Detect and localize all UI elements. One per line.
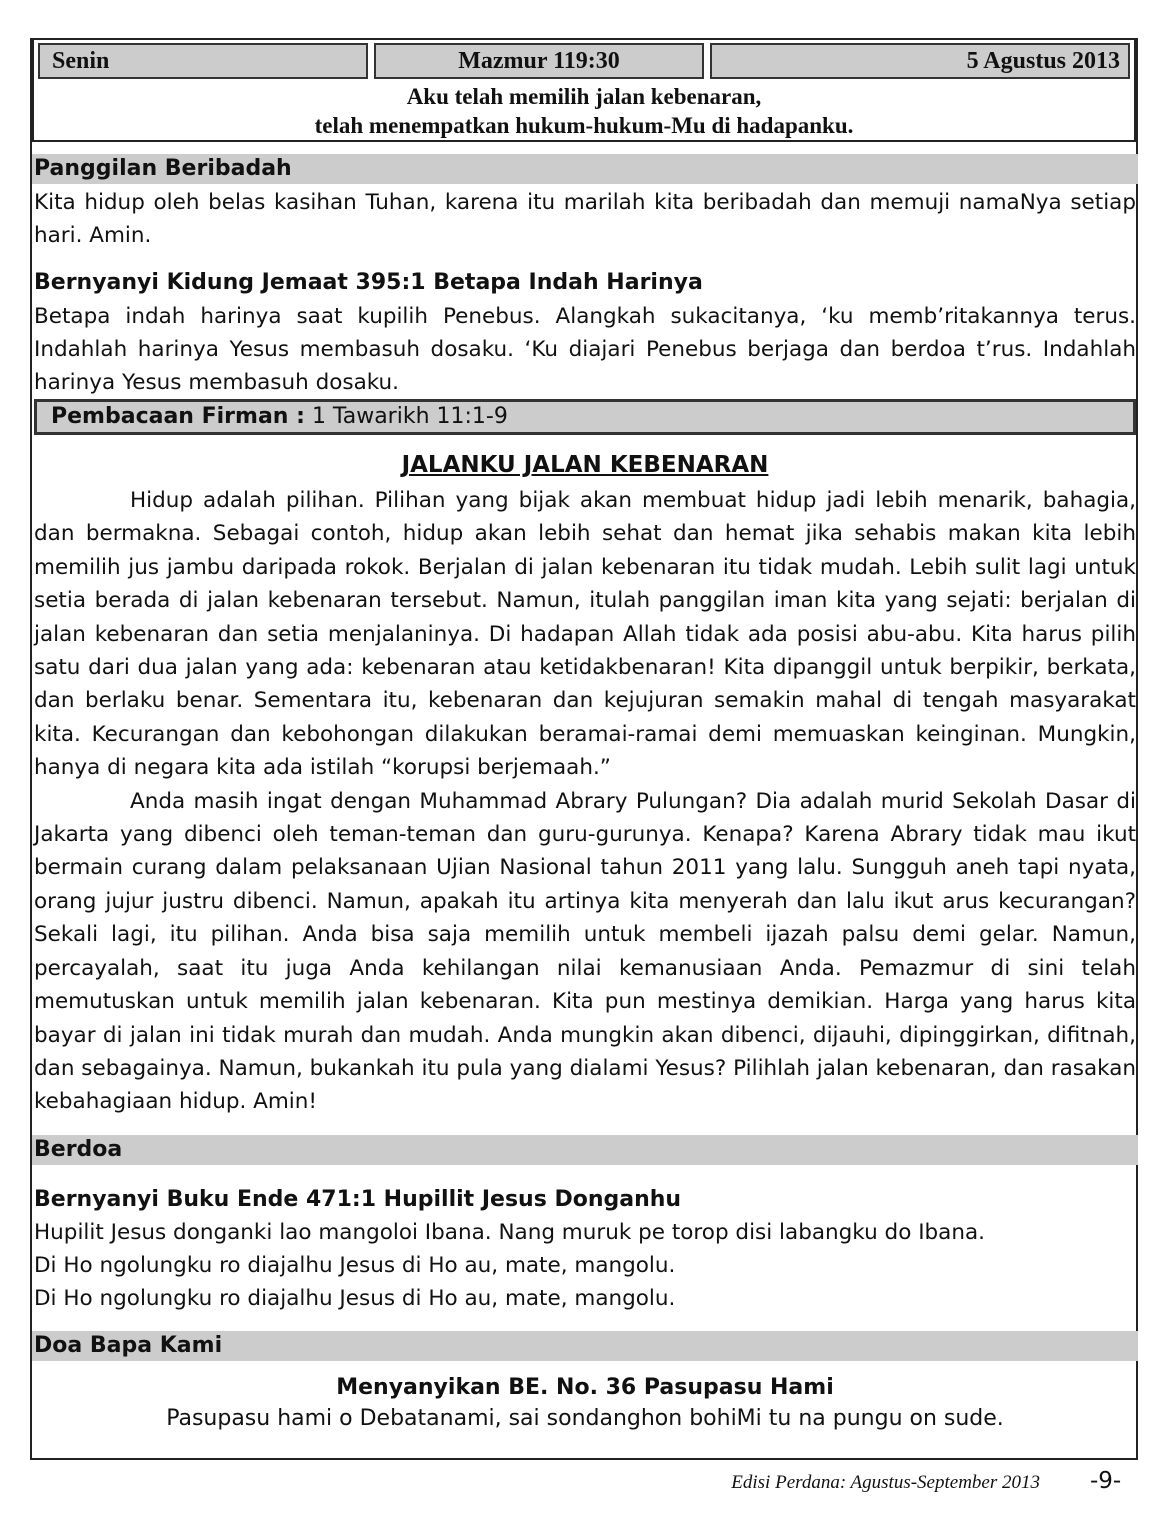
article-title: JALANKU JALAN KEBENARAN bbox=[401, 452, 769, 478]
song1-text: Betapa indah harinya saat kupilih Penebus. Alangkah sukacitanya, ‘ku memb’ritakannya terus. Indahlah harinya Yesus membasuh dosaku. ‘Ku diajari Penebus berjaga dan berdoa t’rus. Indahlah harinya Yesus membasuh dosaku. bbox=[34, 304, 1136, 395]
verse-line-2: telah menempatkan hukum-hukum-Mu di hadapanku. bbox=[314, 113, 854, 138]
song2-title: Bernyanyi Buku Ende 471:1 Hupillit Jesus Donganhu bbox=[34, 1187, 682, 1212]
article-paragraph-1: Hidup adalah pilihan. Pilihan yang bijak akan membuat hidup jadi lebih menarik, bahagia, dan bermakna. Sebagai contoh, hidup akan lebih sehat dan hemat jika sehabis makan kita lebih memilih jus jambu daripada rokok. Berjalan di jalan kebenaran itu tidak mudah. Lebih sulit lagi untuk setia berada di jalan kebenaran tersebut. Namun, itulah panggilan iman kita yang sejati: berjalan di jalan kebenaran dan setia menjalaninya. Di hadapan Allah tidak ada posisi abu-abu. Kita harus pilih satu dari dua jalan yang ada: kebenaran atau ketidakbenaran! Kita dipanggil untuk berpikir, berkata, dan berlaku benar. Sementara itu, kebenaran dan kejujuran semakin mahal di tengah masyarakat kita. Kecurangan dan kebohongan dilakukan beramai-ramai demi memuaskan keinginan. Mungkin, hanya di negara kita ada istilah “korupsi berjemaah.” bbox=[34, 488, 1136, 781]
song2-line: Di Ho ngolungku ro diajalhu Jesus di Ho au, mate, mangolu. bbox=[34, 1286, 676, 1311]
closing-song-title: Menyanyikan BE. No. 36 Pasupasu Hami bbox=[336, 1375, 834, 1400]
header-date: 5 Agustus 2013 bbox=[710, 43, 1130, 79]
call-to-worship-text: Kita hidup oleh belas kasihan Tuhan, karena itu marilah kita beribadah dan memuji namaNya setiap hari. Amin. bbox=[34, 190, 1136, 248]
prayer-heading: Berdoa bbox=[32, 1135, 1138, 1165]
song2-line: Hupilit Jesus donganki lao mangoloi Ibana. Nang muruk pe torop disi labangku do Ibana. bbox=[34, 1220, 985, 1245]
song2-lyrics bbox=[34, 1216, 1136, 1315]
header-day: Senin bbox=[38, 43, 368, 79]
devotion-header bbox=[32, 38, 1136, 142]
song1-title: Bernyanyi Kidung Jemaat 395:1 Betapa Indah Harinya bbox=[34, 270, 703, 295]
closing-song-text: Pasupasu hami o Debatanami, sai sondanghon bohiMi tu na pungu on sude. bbox=[166, 1406, 1004, 1431]
article-body bbox=[34, 484, 1136, 1119]
reading-label: Pembacaan Firman : bbox=[51, 404, 305, 429]
footer-edition: Edisi Perdana: Agustus-September 2013 bbox=[731, 1472, 1040, 1493]
song2-line: Di Ho ngolungku ro diajalhu Jesus di Ho au, mate, mangolu. bbox=[34, 1253, 676, 1278]
header-verse bbox=[34, 82, 1134, 140]
call-to-worship-heading: Panggilan Beribadah bbox=[32, 154, 1138, 184]
header-reference: Mazmur 119:30 bbox=[374, 43, 704, 79]
reading-bar bbox=[34, 399, 1136, 435]
article-paragraph-2: Anda masih ingat dengan Muhammad Abrary Pulungan? Dia adalah murid Sekolah Dasar di Jakarta yang dibenci oleh teman-teman dan guru-gurunya. Kenapa? Karena Abrary tidak mau ikut bermain curang dalam pelaksanaan Ujian Nasional tahun 2011 yang lalu. Sungguh aneh tapi nyata, orang jujur justru dibenci. Namun, apakah itu artinya kita menyerah dan lalu ikut arus kecurangan? Sekali lagi, itu pilihan. Anda bisa saja memilih untuk membeli ijazah palsu demi gelar. Namun, percayalah, saat itu juga Anda kehilangan nilai kemanusiaan Anda. Pemazmur di sini telah memutuskan untuk memilih jalan kebenaran. Kita pun mestinya demikian. Harga yang harus kita bayar di jalan ini tidak murah dan mudah. Anda mungkin akan dibenci, dijauhi, dipinggirkan, difitnah, dan sebagainya. Namun, bukankah itu pula yang dialami Yesus? Pilihlah jalan kebenaran, dan rasakan kebahagiaan hidup. Amin! bbox=[34, 788, 1136, 1115]
reading-passage: 1 Tawarikh 11:1-9 bbox=[311, 404, 508, 429]
verse-line-1: Aku telah memilih jalan kebenaran, bbox=[406, 84, 762, 109]
lords-prayer-heading: Doa Bapa Kami bbox=[32, 1331, 1138, 1361]
closing-song bbox=[34, 1372, 1136, 1434]
page-number: -9- bbox=[1090, 1468, 1122, 1494]
